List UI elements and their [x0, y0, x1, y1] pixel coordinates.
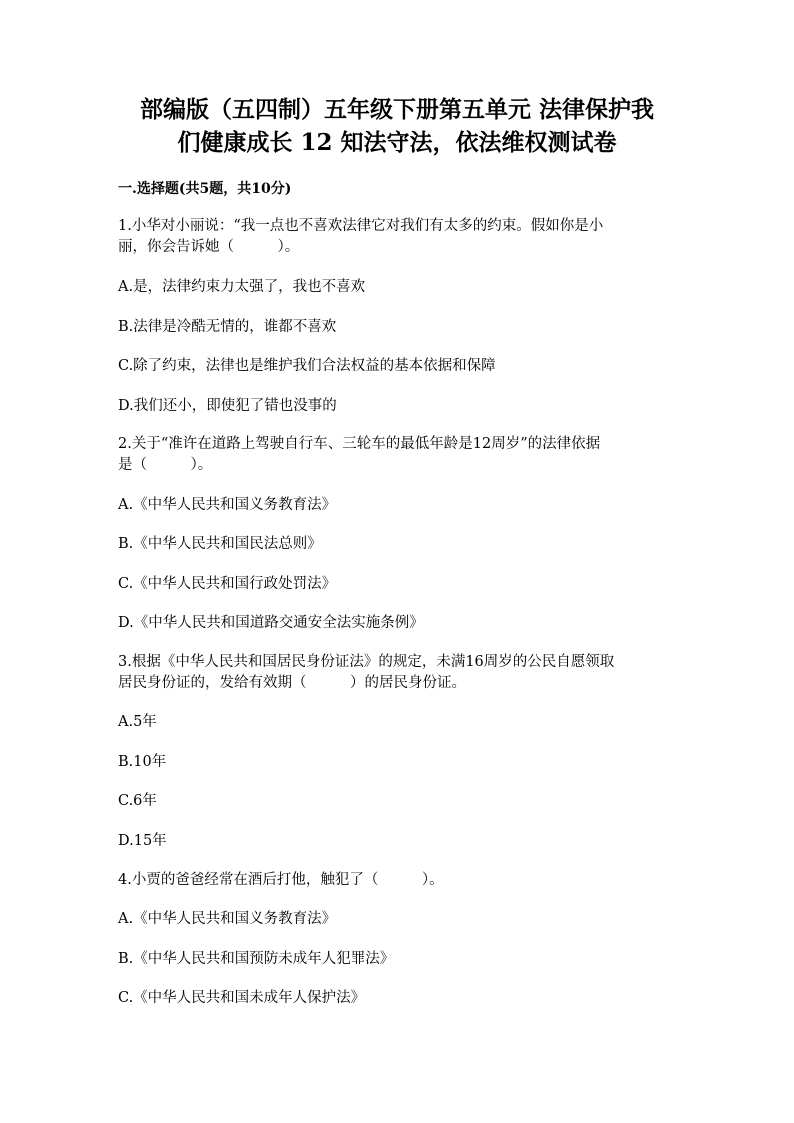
page-title-line-2: 们健康成长 12 知法守法，依法维权测试卷 — [177, 129, 617, 156]
question-4-stem — [118, 870, 678, 891]
section-heading: 一.选择题(共5题，共10分) — [118, 181, 292, 197]
question-3-option-b: B.10年 — [118, 754, 167, 770]
question-2-option-d: D.《中华人民共和国道路交通安全法实施条例》 — [118, 615, 424, 631]
question-3-option-d: D.15年 — [118, 833, 167, 849]
question-2-stem-line-2: 是（ ）。 — [118, 457, 213, 473]
question-3-option-a: A.5年 — [118, 714, 157, 730]
question-3-stem-line-2: 居民身份证的，发给有效期（ ）的居民身份证。 — [118, 675, 466, 691]
question-1-stem — [118, 216, 678, 258]
question-1-option-c: C.除了约束，法律也是维护我们合法权益的基本依据和保障 — [118, 358, 496, 374]
question-1-option-d: D.我们还小，即使犯了错也没事的 — [118, 398, 337, 414]
question-4-option-b: B.《中华人民共和国预防未成年人犯罪法》 — [118, 951, 395, 967]
question-3-stem — [118, 652, 678, 694]
question-3-stem-line-1: 3.根据《中华人民共和国居民身份证法》的规定，未满16周岁的公民自愿领取 — [118, 654, 615, 670]
question-3-option-c: C.6年 — [118, 793, 157, 809]
question-4-stem-line-1: 4.小贾的爸爸经常在酒后打他，触犯了（ ）。 — [118, 872, 444, 888]
question-1-option-b: B.法律是冷酷无情的，谁都不喜欢 — [118, 319, 337, 335]
question-2-stem — [118, 434, 678, 476]
question-2-option-b: B.《中华人民共和国民法总则》 — [118, 536, 322, 552]
question-1-option-a: A.是，法律约束力太强了，我也不喜欢 — [118, 279, 366, 295]
question-4-option-c: C.《中华人民共和国未成年人保护法》 — [118, 990, 366, 1006]
page-title — [100, 93, 694, 159]
question-2-option-a: A.《中华人民共和国义务教育法》 — [118, 497, 337, 513]
question-1-stem-line-1: 1.小华对小丽说：“我一点也不喜欢法律它对我们有太多的约束。假如你是小 — [118, 218, 604, 234]
question-2-option-c: C.《中华人民共和国行政处罚法》 — [118, 576, 337, 592]
question-2-stem-line-1: 2.关于“准许在道路上驾驶自行车、三轮车的最低年龄是12周岁”的法律依据 — [118, 436, 601, 452]
page-title-line-1: 部编版（五四制）五年级下册第五单元 法律保护我 — [139, 96, 654, 123]
question-1-stem-line-2: 丽，你会告诉她（ ）。 — [118, 239, 300, 255]
question-4-option-a: A.《中华人民共和国义务教育法》 — [118, 911, 337, 927]
